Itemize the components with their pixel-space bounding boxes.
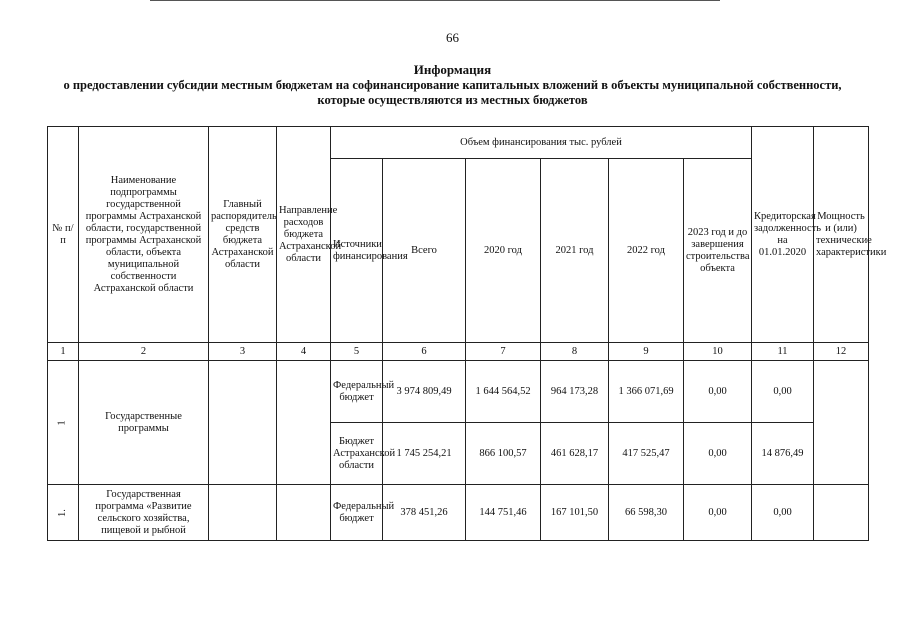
- debt-cell: 0,00: [752, 485, 814, 541]
- source-cell: Федеральный бюджет: [331, 361, 383, 423]
- y2022-cell: 417 525,47: [609, 423, 684, 485]
- col-number: 7: [466, 343, 541, 361]
- row-number: 1.: [57, 508, 68, 517]
- y2023-cell: 0,00: [684, 485, 752, 541]
- col-number: 8: [541, 343, 609, 361]
- top-edge-rule: [150, 0, 720, 2]
- col-number: 1: [48, 343, 79, 361]
- y2023-cell: 0,00: [684, 423, 752, 485]
- row-number-cell: [48, 361, 79, 485]
- col-number: 6: [383, 343, 466, 361]
- col-number: 11: [752, 343, 814, 361]
- y2021-cell: 167 101,50: [541, 485, 609, 541]
- col-number: 5: [331, 343, 383, 361]
- capacity-cell: [814, 485, 869, 541]
- header-total: Всего: [383, 159, 466, 343]
- header-2020: 2020 год: [466, 159, 541, 343]
- row-distributor: [209, 485, 277, 541]
- page-number: 66: [446, 30, 459, 45]
- y2021-cell: 461 628,17: [541, 423, 609, 485]
- header-debt: Кредиторская задолженность на 01.01.2020: [752, 127, 814, 343]
- total-cell: 378 451,26: [383, 485, 466, 541]
- header-2022: 2022 год: [609, 159, 684, 343]
- document-subtitle: о предоставлении субсидии местным бюджетам на софинансирование капитальных вложений в объекты муниципальной собственности, которые осуществляются из местных бюджетов: [63, 78, 842, 107]
- y2020-cell: 866 100,57: [466, 423, 541, 485]
- document-title: Информация: [413, 62, 492, 77]
- y2023-cell: 0,00: [684, 361, 752, 423]
- header-name: Наименование подпрограммы государственной программы Астраханской области, государственной программы Астраханской области, объекта муниципальной собственности Астраханской области: [79, 127, 209, 343]
- row-distributor: [209, 361, 277, 485]
- y2022-cell: 1 366 071,69: [609, 361, 684, 423]
- row-number: 1: [57, 419, 68, 426]
- row-name: Государственная программа «Развитие сельского хозяйства, пищевой и рыбной: [79, 485, 209, 541]
- header-2021: 2021 год: [541, 159, 609, 343]
- header-expense-direction: Направление расходов бюджета Астраханской области: [277, 127, 331, 343]
- header-2023: 2023 год и до завершения строительства объекта: [684, 159, 752, 343]
- col-number: 9: [609, 343, 684, 361]
- source-cell: Бюджет Астраханской области: [331, 423, 383, 485]
- col-number: 2: [79, 343, 209, 361]
- header-capacity: Мощность и (или) технические характеристики: [814, 127, 869, 343]
- y2020-cell: 144 751,46: [466, 485, 541, 541]
- col-number: 4: [277, 343, 331, 361]
- total-cell: 3 974 809,49: [383, 361, 466, 423]
- source-cell: Федеральный бюджет: [331, 485, 383, 541]
- header-main-distributor: Главный распорядитель средств бюджета Астраханской области: [209, 127, 277, 343]
- header-num: № п/п: [48, 127, 79, 343]
- header-funding-group: Объем финансирования тыс. рублей: [331, 127, 752, 159]
- col-number: 12: [814, 343, 869, 361]
- row-name: Государственные программы: [79, 361, 209, 485]
- y2020-cell: 1 644 564,52: [466, 361, 541, 423]
- total-cell: 1 745 254,21: [383, 423, 466, 485]
- debt-cell: 0,00: [752, 361, 814, 423]
- row-number-cell: [48, 485, 79, 541]
- col-number: 10: [684, 343, 752, 361]
- header-sources: Источники финансирования: [331, 159, 383, 343]
- capacity-cell: [814, 361, 869, 485]
- col-number: 3: [209, 343, 277, 361]
- row-direction: [277, 485, 331, 541]
- financing-table: [47, 126, 887, 541]
- y2022-cell: 66 598,30: [609, 485, 684, 541]
- debt-cell: 14 876,49: [752, 423, 814, 485]
- y2021-cell: 964 173,28: [541, 361, 609, 423]
- row-direction: [277, 361, 331, 485]
